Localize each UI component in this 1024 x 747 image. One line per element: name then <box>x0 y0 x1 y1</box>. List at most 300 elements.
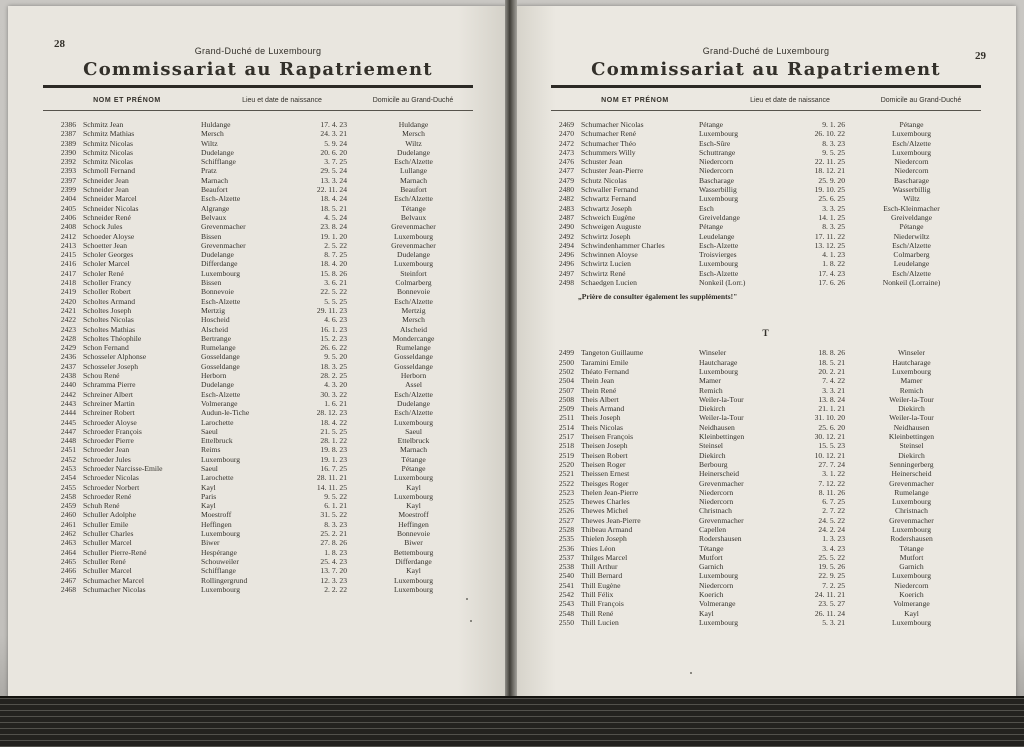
table-row <box>52 139 480 148</box>
table-row <box>52 306 480 315</box>
table-cell: 2509 <box>558 404 574 414</box>
table-cell: Schummers Willy <box>581 147 636 157</box>
table-cell: 8. 3. 25 <box>822 222 845 232</box>
table-cell: 2470 <box>558 129 574 139</box>
table-cell: 2423 <box>60 324 76 334</box>
table-row <box>550 358 978 367</box>
table-cell: Luxembourg <box>699 259 739 269</box>
table-cell: Mersch <box>201 129 224 139</box>
table-cell: 4. 6. 23 <box>324 315 347 325</box>
table-cell: Thill René <box>581 608 614 618</box>
table-cell: 2537 <box>558 552 574 562</box>
table-cell: 9. 5. 20 <box>324 352 347 362</box>
table-cell: Schumacher Nicolas <box>83 584 146 594</box>
table-cell: Weiler-la-Tour <box>699 413 744 423</box>
table-cell: 2473 <box>558 147 574 157</box>
table-cell: Saeul <box>201 463 218 473</box>
table-cell: 2415 <box>60 250 76 260</box>
table-cell: Schumacher Nicolas <box>581 120 644 129</box>
table-cell: Schou René <box>83 371 120 381</box>
table-cell: 2527 <box>558 515 574 525</box>
region-header-right: Grand-Duché de Luxembourg <box>702 46 830 56</box>
table-cell: 2399 <box>60 185 76 195</box>
table-cell: 2461 <box>60 519 76 529</box>
table-cell: Niedercorn <box>699 580 734 590</box>
table-row <box>550 479 978 488</box>
table-row <box>52 473 480 482</box>
table-cell: 2520 <box>558 459 574 469</box>
table-cell: Esch/Alzette <box>394 296 433 306</box>
table-cell: Luxembourg <box>891 524 932 534</box>
table-cell: Schifflange <box>201 157 236 167</box>
column-header-name: NOM ET PRÉNOM <box>601 97 669 104</box>
table-cell: 2459 <box>60 501 76 511</box>
table-cell: 2465 <box>60 556 76 566</box>
table-cell: 2469 <box>558 120 574 129</box>
table-cell: Esch/Alzette <box>892 240 931 250</box>
table-cell: Dudelange <box>397 398 430 408</box>
table-cell: Nonkeil (Lorr.) <box>699 278 746 288</box>
table-cell: Theis Nicolas <box>581 422 623 432</box>
table-cell: Grevenmacher <box>889 478 934 488</box>
region-header-left: Grand-Duché de Luxembourg <box>194 46 322 56</box>
table-cell: 2412 <box>60 231 76 241</box>
table-cell: 17. 6. 26 <box>818 278 845 288</box>
table-cell: 19. 10. 25 <box>814 185 845 195</box>
table-cell: Rumelange <box>894 487 929 497</box>
table-cell: 2460 <box>60 510 76 520</box>
table-cell: Gosseldange <box>201 352 240 362</box>
table-cell: Pratz <box>201 166 217 176</box>
table-cell: 19. 1. 20 <box>320 231 347 241</box>
table-cell: 2454 <box>60 473 76 483</box>
table-cell: 26. 10. 22 <box>814 129 845 139</box>
table-cell: Dudelange <box>201 380 234 390</box>
table-cell: Capellen <box>699 524 726 534</box>
table-row <box>52 287 480 296</box>
table-cell: 18. 3. 25 <box>320 361 347 371</box>
table-cell: Schroeder Jean <box>83 445 130 455</box>
table-cell: 8. 7. 25 <box>324 250 347 260</box>
table-row <box>52 510 480 519</box>
table-cell: 2390 <box>60 147 76 157</box>
table-cell: 2419 <box>60 287 76 297</box>
table-cell: 4. 5. 24 <box>324 212 347 222</box>
table-row <box>52 185 480 194</box>
page-number-left: 28 <box>54 38 65 50</box>
name-list-right-t <box>516 348 1016 627</box>
table-cell: Paris <box>201 491 217 501</box>
table-cell: Heffingen <box>398 519 429 529</box>
table-cell: Gosseldange <box>394 361 433 371</box>
table-row <box>52 297 480 306</box>
table-cell: Wiltz <box>903 194 920 204</box>
table-row <box>52 464 480 473</box>
table-cell: 2429 <box>60 343 76 353</box>
column-header-birth: Lieu et date de naissance <box>750 97 830 104</box>
table-cell: Schmitz Nicolas <box>83 147 133 157</box>
table-cell: Bettembourg <box>393 547 434 557</box>
table-cell: 23. 8. 24 <box>320 222 347 232</box>
table-row <box>550 609 978 618</box>
table-cell: Mamer <box>900 376 923 386</box>
table-cell: Grevenmacher <box>699 515 744 525</box>
table-cell: 2440 <box>60 380 76 390</box>
table-cell: 25. 2. 21 <box>320 529 347 539</box>
table-cell: Schroeder Pierre <box>83 436 134 446</box>
table-row <box>550 139 978 148</box>
table-cell: 2464 <box>60 547 76 557</box>
header-rule-right <box>551 110 981 111</box>
table-cell: 13. 8. 24 <box>818 394 845 404</box>
table-cell: 7. 2. 25 <box>822 580 845 590</box>
table-cell: Kleinbettingen <box>888 432 935 442</box>
table-cell: Schuller René <box>83 556 126 566</box>
table-cell: 2526 <box>558 506 574 516</box>
table-cell: 24. 3. 21 <box>320 129 347 139</box>
table-row <box>550 129 978 138</box>
table-cell: Greiveldange <box>699 212 740 222</box>
table-cell: 2408 <box>60 222 76 232</box>
table-row <box>550 562 978 571</box>
table-cell: Schuh René <box>83 501 120 511</box>
table-cell: 2. 7. 22 <box>822 506 845 516</box>
table-cell: Luxembourg <box>699 194 739 204</box>
table-cell: Luxembourg <box>201 454 241 464</box>
table-row <box>550 348 978 357</box>
table-cell: 2451 <box>60 445 76 455</box>
table-cell: Luxembourg <box>393 259 434 269</box>
table-row <box>52 371 480 380</box>
table-cell: 2422 <box>60 315 76 325</box>
table-cell: 2444 <box>60 408 76 418</box>
table-cell: Scholtes Armand <box>83 296 136 306</box>
table-cell: Schwirtz Lucien <box>581 259 631 269</box>
table-cell: 18. 5. 21 <box>320 203 347 213</box>
table-row <box>52 501 480 510</box>
table-cell: Mutfort <box>699 552 723 562</box>
table-cell: Bissen <box>201 231 222 241</box>
table-cell: Schumacher René <box>581 129 637 139</box>
table-cell: Schosseler Alphonse <box>83 352 147 362</box>
table-cell: Théato Fernand <box>581 366 629 376</box>
table-cell: 2442 <box>60 389 76 399</box>
table-cell: Dudelange <box>201 250 234 260</box>
table-cell: 2452 <box>60 454 76 464</box>
table-cell: Schumacher Théo <box>581 138 636 148</box>
table-cell: Luxembourg <box>891 129 932 139</box>
table-cell: Thewes Charles <box>581 497 630 507</box>
table-cell: Schmitz Nicolas <box>83 157 133 167</box>
table-cell: Schneider Nicolas <box>83 203 139 213</box>
table-cell: Tétange <box>699 543 724 553</box>
table-cell: Theis Albert <box>581 394 619 404</box>
table-row <box>550 544 978 553</box>
table-cell: Scholer Marcel <box>83 259 130 269</box>
table-cell: Luxembourg <box>201 584 241 594</box>
table-row <box>52 325 480 334</box>
table-cell: Kayl <box>406 566 421 576</box>
table-cell: Greiveldange <box>891 212 932 222</box>
table-cell: 15. 2. 23 <box>320 333 347 343</box>
table-row <box>52 343 480 352</box>
table-cell: Schroeder Nicolas <box>83 473 139 483</box>
table-cell: Gosseldange <box>201 361 240 371</box>
table-cell: 2397 <box>60 175 76 185</box>
table-cell: Esch-Alzette <box>201 389 241 399</box>
table-cell: 2386 <box>60 120 76 129</box>
table-cell: Esch/Alzette <box>892 138 931 148</box>
table-cell: 2517 <box>558 432 574 442</box>
table-cell: Esch-Sûre <box>699 138 731 148</box>
table-cell: Grevenmacher <box>391 240 436 250</box>
table-row <box>52 427 480 436</box>
table-cell: 2453 <box>60 463 76 473</box>
table-cell: 2443 <box>60 398 76 408</box>
table-cell: 16. 1. 23 <box>320 324 347 334</box>
table-row <box>52 269 480 278</box>
table-row <box>550 278 978 287</box>
table-cell: Thilges Marcel <box>581 552 628 562</box>
table-cell: Schumacher Marcel <box>83 575 144 585</box>
table-cell: 31. 10. 20 <box>814 413 845 423</box>
table-cell: Schuller Marcel <box>83 538 132 548</box>
table-cell: 14. 11. 25 <box>316 482 347 492</box>
table-cell: Schwinnen Aloyse <box>581 250 638 260</box>
column-header-name: NOM ET PRÉNOM <box>93 97 161 104</box>
table-cell: Esch/Alzette <box>394 389 433 399</box>
table-cell: Schwirtz René <box>581 268 626 278</box>
table-cell: 2536 <box>558 543 574 553</box>
table-row <box>550 194 978 203</box>
table-row <box>550 423 978 432</box>
table-cell: Bonnevoie <box>201 287 234 297</box>
table-row <box>550 404 978 413</box>
table-cell: Schuster Jean-Pierre <box>581 166 644 176</box>
table-cell: Schroeder René <box>83 491 132 501</box>
table-cell: 15. 8. 26 <box>320 268 347 278</box>
table-cell: Esch-Alzette <box>201 296 241 306</box>
table-cell: Luxembourg <box>393 575 434 585</box>
table-cell: 9. 1. 26 <box>822 120 845 129</box>
table-cell: Esch-Alzette <box>201 194 241 204</box>
table-cell: Biwer <box>404 538 423 548</box>
table-cell: 2462 <box>60 529 76 539</box>
table-cell: Theisen Roger <box>581 459 626 469</box>
table-cell: Pétange <box>899 120 924 129</box>
table-cell: 2416 <box>60 259 76 269</box>
table-cell: 19. 8. 23 <box>320 445 347 455</box>
table-cell: Luxembourg <box>699 571 739 581</box>
table-cell: 5. 3. 21 <box>822 617 845 627</box>
table-cell: 21. 5. 25 <box>320 426 347 436</box>
name-list-right-s <box>516 120 1016 287</box>
table-cell: 2538 <box>558 562 574 572</box>
table-cell: Luxembourg <box>891 497 932 507</box>
table-cell: Steinsel <box>899 441 924 451</box>
table-row <box>550 269 978 278</box>
table-row <box>550 185 978 194</box>
table-row <box>550 367 978 376</box>
table-cell: Moestroff <box>398 510 429 520</box>
column-headers-left <box>43 97 473 104</box>
table-cell: Alscheid <box>400 324 427 334</box>
table-cell: 2436 <box>60 352 76 362</box>
table-cell: Niedercorn <box>699 157 734 167</box>
table-cell: Huldange <box>201 120 231 129</box>
table-cell: Grevenmacher <box>201 240 246 250</box>
table-cell: Kayl <box>201 482 216 492</box>
table-cell: Hespérange <box>201 547 237 557</box>
table-cell: Moestroff <box>201 510 232 520</box>
table-cell: 18. 12. 21 <box>814 166 845 176</box>
table-cell: Esch/Alzette <box>394 408 433 418</box>
table-cell: Steinsel <box>699 441 724 451</box>
table-cell: 2519 <box>558 450 574 460</box>
table-row <box>550 451 978 460</box>
table-cell: Luxembourg <box>699 366 739 376</box>
table-cell: 2468 <box>60 584 76 594</box>
table-cell: 18. 4. 22 <box>320 417 347 427</box>
table-cell: Esch/Alzette <box>394 157 433 167</box>
table-row <box>550 441 978 450</box>
table-cell: Neidhausen <box>893 422 930 432</box>
table-row <box>550 571 978 580</box>
table-cell: 28. 11. 21 <box>316 473 347 483</box>
table-cell: Schroeder Aloyse <box>83 417 137 427</box>
table-cell: Thewes Michel <box>581 506 629 516</box>
table-cell: 2521 <box>558 469 574 479</box>
table-cell: 5. 5. 25 <box>324 296 347 306</box>
table-cell: 24. 2. 24 <box>818 524 845 534</box>
table-cell: Scholer Georges <box>83 250 134 260</box>
page-title-left: Commissariat au Rapatriement <box>83 59 433 80</box>
table-cell: Schuller Marcel <box>83 566 132 576</box>
table-cell: Schramma Pierre <box>83 380 136 390</box>
table-row <box>52 380 480 389</box>
table-cell: Assel <box>405 380 422 390</box>
table-cell: 29. 11. 23 <box>316 305 347 315</box>
table-row <box>52 315 480 324</box>
table-cell: 2421 <box>60 305 76 315</box>
table-cell: 27. 7. 24 <box>818 459 845 469</box>
table-cell: 2. 5. 22 <box>324 240 347 250</box>
table-cell: 2420 <box>60 296 76 306</box>
table-cell: 2392 <box>60 157 76 167</box>
table-cell: 6. 1. 21 <box>324 501 347 511</box>
table-cell: 2507 <box>558 385 574 395</box>
table-cell: Senningerberg <box>889 459 934 469</box>
table-cell: Luxembourg <box>393 473 434 483</box>
table-row <box>52 352 480 361</box>
table-cell: Heffingen <box>201 519 232 529</box>
table-cell: Wiltz <box>201 138 218 148</box>
table-cell: 21. 1. 21 <box>818 404 845 414</box>
header-rule-left <box>43 110 473 111</box>
table-row <box>52 241 480 250</box>
table-cell: 2502 <box>558 366 574 376</box>
table-cell: Schwirtz Joseph <box>581 231 631 241</box>
table-cell: 17. 4. 23 <box>818 268 845 278</box>
title-rule-right <box>551 85 981 88</box>
table-row <box>52 232 480 241</box>
table-cell: Bascharage <box>699 175 734 185</box>
table-row <box>550 259 978 268</box>
table-cell: 28. 12. 23 <box>316 408 347 418</box>
table-cell: 2467 <box>60 575 76 585</box>
table-cell: Schmoll Fernand <box>83 166 136 176</box>
table-cell: Bascharage <box>894 175 929 185</box>
table-cell: Thies Léon <box>581 543 616 553</box>
table-cell: 2490 <box>558 222 574 232</box>
table-cell: Taramini Emile <box>581 357 629 367</box>
table-cell: Luxembourg <box>393 491 434 501</box>
table-cell: Tétange <box>401 203 426 213</box>
table-cell: 30. 12. 21 <box>814 432 845 442</box>
table-cell: 2483 <box>558 203 574 213</box>
table-row <box>550 432 978 441</box>
table-cell: Theis Armand <box>581 404 625 414</box>
table-cell: Schwaller Fernand <box>581 185 639 195</box>
table-row <box>550 599 978 608</box>
left-page <box>8 6 508 698</box>
table-cell: 2522 <box>558 478 574 488</box>
table-cell: Hoscheid <box>201 315 230 325</box>
table-cell: 2550 <box>558 617 574 627</box>
table-cell: Biwer <box>201 538 220 548</box>
table-cell: 3. 3. 21 <box>822 385 845 395</box>
table-cell: Pétange <box>699 120 724 129</box>
table-cell: 2455 <box>60 482 76 492</box>
table-cell: Differdange <box>395 556 432 566</box>
table-row <box>52 129 480 138</box>
table-cell: Differdange <box>201 259 238 269</box>
table-cell: 24. 5. 22 <box>818 515 845 525</box>
table-cell: Thewes Jean-Pierre <box>581 515 641 525</box>
table-cell: Koerich <box>899 590 924 600</box>
table-cell: 1. 8. 22 <box>822 259 845 269</box>
table-row <box>550 618 978 627</box>
table-cell: 1. 6. 21 <box>324 398 347 408</box>
table-cell: Huldange <box>398 120 429 129</box>
table-cell: 19. 5. 26 <box>818 562 845 572</box>
table-row <box>52 557 480 566</box>
table-row <box>52 334 480 343</box>
table-cell: Schmitz Mathias <box>83 129 135 139</box>
table-cell: 1. 8. 23 <box>324 547 347 557</box>
table-cell: Heinerscheid <box>891 469 932 479</box>
table-cell: 7. 4. 22 <box>822 376 845 386</box>
title-rule-left <box>43 85 473 88</box>
table-cell: Schmitz Nicolas <box>83 138 133 148</box>
table-row <box>52 492 480 501</box>
table-cell: Schuster Jean <box>581 157 623 167</box>
table-cell: Bertrange <box>201 333 231 343</box>
table-cell: Schoetter Jean <box>83 240 128 250</box>
table-cell: 2494 <box>558 240 574 250</box>
table-cell: 28. 2. 25 <box>320 371 347 381</box>
table-row <box>550 506 978 515</box>
table-cell: 1. 3. 23 <box>822 534 845 544</box>
table-cell: Schuller Adolphe <box>83 510 136 520</box>
table-cell: 27. 8. 26 <box>320 538 347 548</box>
page-number-right: 29 <box>975 50 986 62</box>
table-cell: Schneider Jean <box>83 175 129 185</box>
table-cell: 24. 11. 21 <box>814 590 845 600</box>
scan-speck <box>466 598 468 600</box>
table-cell: 2472 <box>558 138 574 148</box>
table-cell: Mamer <box>699 376 721 386</box>
